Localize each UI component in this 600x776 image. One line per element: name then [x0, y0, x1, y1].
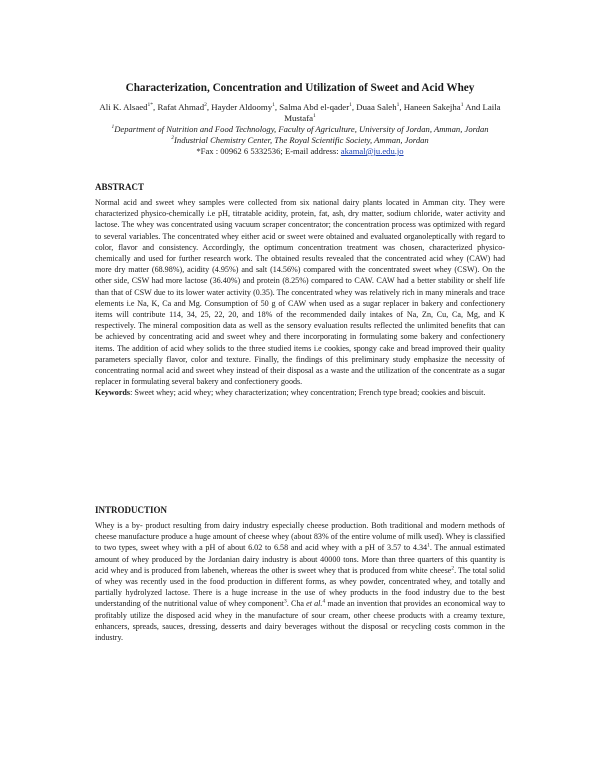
introduction-heading: INTRODUCTION [95, 505, 168, 515]
abstract-text: Normal acid and sweet whey samples were collected from six national dairy plants located in Amman city. They were characterized physico-chemically i.e pH, titratable acidity, protein, fat, ash, dry matter, sodium chloride, water activity and lactose. The whey was concentrated using vacuum scraper concentrator; the concentration process was optimized with regard to several variables. The concentrated whey either acid or sweet were obtained and evaluated organoleptically with regard to color, flavor and consistency. Accordingly, the optimum concentration treatment was chosen, characterized physico-chemically and used for further research work. The obtained results revealed that the concentrated acid whey (CAW) had more dry matter (68.98%), acidity (4.95%) and salt (14.56%) compared with the concentrated sweet whey (CSW). On the other side, CSW had more lactose (36.40%) and protein (8.25%) compared to CAW. CAW had a better stability or shelf life than that of CSW due to its lower water activity (0.35). The concentrated whey was relatively rich in many minerals and trace elements i.e Na, K, Ca and Mg. Consumption of 50 g of CAW when used as a sugar replacer in bakery and confectionery items will contribute 114, 34, 25, 22, 20, and 18% of the recommended daily intakes of Na, Zn, Cu, Ca, Mg, and K respectively. The mineral composition data as well as the sensory evaluation results reflected the unlimited benefits that can be achieved by concentrating acid and sweet whey and there incorporating in formulating some bakery and confectionery items. The addition of acid whey solids to the three studied items i.e cookies, spongy cake and bread improved their quality parameters specially flavor, color and texture. Finally, the findings of this preliminary study emphasize the necessity of concentrating normal acid and sweet whey instead of their disposal as a waste and the utilization of the concentrate as a sugar replacer in formulating several bakery and confectionery goods. [95, 198, 505, 387]
author: Rafat Ahmad$^2$, [157, 102, 212, 112]
citation-ref: 3 [284, 598, 287, 605]
citation-ref: 2 [451, 565, 455, 572]
citation-ref: 1 [427, 542, 430, 549]
citation-ref: 4 [322, 598, 326, 605]
affiliation-block [96, 124, 504, 157]
author: Laila Mustafa$^1$ [284, 102, 501, 124]
author-list [96, 102, 504, 125]
author: Haneen Sakejha$^1$ And [403, 102, 483, 112]
paper-title: Characterization, Concentration and Utilization of Sweet and Acid Whey [125, 82, 475, 94]
keywords: Keywords: Sweet whey; acid whey; whey characterization; whey concentration; French type bread; cookies and biscuit. [95, 388, 486, 398]
author: Hayder Aldoomy$^1$, [211, 102, 280, 112]
contact-line: *Fax : 00962 6 5332536; E-mail address: akamal@ju.edu.jo [196, 146, 404, 156]
author: Duaa Saleh$^1$, [356, 102, 404, 112]
affiliation-1: $^1$Department of Nutrition and Food Technology, Faculty of Agriculture, University of Jordan, Amman, Jordan [111, 124, 489, 134]
affiliation-2: $^2$Industrial Chemistry Center, The Royal Scientific Society, Amman, Jordan [171, 135, 429, 145]
abstract-heading: ABSTRACT [95, 182, 145, 192]
introduction-body: Whey is a by- product resulting from dairy industry especially cheese production. Both traditional and modern methods of cheese manufacture produce a huge amount of cheese whey (about 83% of the entire volume of milk used). Whey is classified to two types, sweet whey with a pH of about 6.02 to 6.58 and acid whey with a pH of 3.57 to 4.34$^1$. The annual estimated amount of whey produced by the Jordanian dairy industry is about 40000 tons. More than three quarters of this quantity is acid whey and is produced from labeneh, whereas the other is sweet whey that is produced from white cheese$^2$. The total solid of whey was recently used in the food production in different forms, as whey powder, concentrated whey, and totally and partially hydrolyzed lactose. There is a huge increase in the use of whey products in the food industry due to the best understanding of the nutritional value of whey component$^3$. Cha et al.$^4$ made an invention that provides an economical way to profitably utilize the disposed acid whey in the manufacture of sour cream, other cheese products with a creamy texture, enhancers, spreads, sauces, dressing, desserts and dairy beverages without the disposal or recycling costs common in the industry. [95, 521, 505, 643]
author: Ali K. Alsaed$^{1*}$, [99, 102, 158, 112]
abstract-body [95, 197, 505, 399]
email-link[interactable]: akamal@ju.edu.jo [340, 146, 404, 156]
author: Salma Abd el-qader$^1$, [279, 102, 357, 112]
